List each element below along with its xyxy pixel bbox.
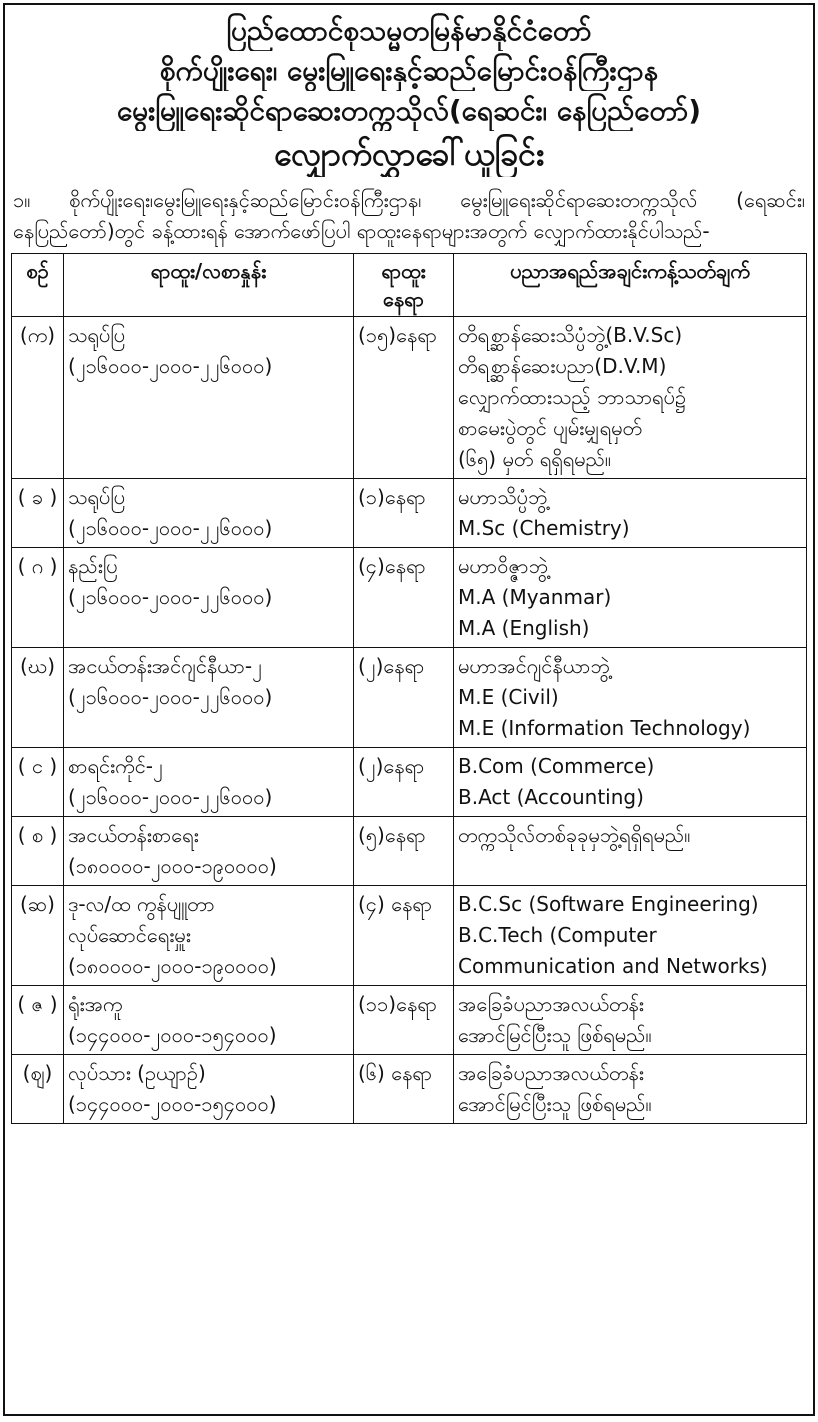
table-row (12, 817, 807, 886)
vacancy-count: (၁၅)နေရာ (354, 317, 454, 479)
qualification-line: B.C.Sc (Software Engineering) (458, 892, 759, 916)
post-title: နည်းပြ (68, 554, 118, 578)
table-row (12, 886, 807, 986)
announcement-page (3, 3, 815, 1416)
vacancy-count: (၄) နေရာ (354, 886, 454, 986)
qualification-line: M.A (Myanmar) (458, 585, 612, 609)
post-cell (64, 479, 354, 548)
row-number: ( ဂ ) (12, 548, 64, 648)
header-line-3: မွေးမြူရေးဆိုင်ရာဆေးတက္ကသိုလ်(ရေဆင်း၊ နေပြည်တော်) (116, 94, 702, 127)
qualification-cell (454, 886, 807, 986)
vacancy-count: (၂)နေရာ (354, 648, 454, 748)
qualification-line: Communication and Networks) (458, 954, 768, 978)
qualification-cell (454, 317, 807, 479)
qualification-line: အောင်မြင်ပြီးသူ ဖြစ်ရမည်။ (458, 1023, 652, 1047)
qualification-line: M.A (English) (458, 616, 590, 640)
table-header-row (12, 254, 807, 317)
post-title: အငယ်တန်းအင်ဂျင်နီယာ-၂ (68, 654, 262, 678)
qualification-line: လျှောက်ထားသည့် ဘာသာရပ်၌ (458, 385, 687, 409)
post-title: သရုပ်ပြ (68, 485, 125, 509)
salary-scale: (၂၁၆၀၀၀-၂၀၀၀-၂၂၆၀၀၀) (68, 585, 273, 609)
row-number: ( င ) (12, 748, 64, 817)
qualification-cell (454, 986, 807, 1055)
qualification-cell (454, 648, 807, 748)
post-cell (64, 548, 354, 648)
row-number: (က) (12, 317, 64, 479)
table-row (12, 1055, 807, 1124)
qualification-line: အခြေခံပညာအလယ်တန်း (458, 1061, 644, 1085)
salary-scale: (၁၄၄၀၀၀-၂၀၀၀-၁၅၄၀၀၀) (68, 1023, 277, 1047)
salary-scale: (၂၁၆၀၀၀-၂၀၀၀-၂၂၆၀၀၀) (68, 685, 273, 709)
qualification-line: B.Act (Accounting) (458, 785, 644, 809)
qualification-cell (454, 548, 807, 648)
post-title: အငယ်တန်းစာရေး (68, 823, 199, 847)
qualification-line: အခြေခံပညာအလယ်တန်း (458, 992, 644, 1016)
table-row (12, 648, 807, 748)
qualification-line: M.Sc (Chemistry) (458, 516, 630, 540)
table-row (12, 479, 807, 548)
vacancy-count: (၂)နေရာ (354, 748, 454, 817)
qualification-line: တိရစ္ဆာန်ဆေးသိပ္ပံဘွဲ့(B.V.Sc) (458, 323, 683, 347)
post-title: ဒု-လ/ထ ကွန်ပျူတာ (68, 892, 215, 916)
qualification-line: မဟာအင်ဂျင်နီယာဘွဲ့ (458, 654, 610, 678)
post-cell (64, 886, 354, 986)
row-number: (ဈ) (12, 1055, 64, 1124)
salary-scale: (၂၁၆၀၀၀-၂၀၀၀-၂၂၆၀၀၀) (68, 516, 273, 540)
qualification-line: တိရစ္ဆာန်ဆေးပညာ(D.V.M) (458, 354, 667, 378)
qualification-cell (454, 479, 807, 548)
header-line-2: စိုက်ပျိုးရေး၊ မွေးမြူရေးနှင့်ဆည်မြောင်းဝန်ကြီးဌာန (159, 54, 659, 87)
qualification-cell (454, 748, 807, 817)
post-title: စာရင်းကိုင်-၂ (68, 754, 163, 778)
row-number: ( စ ) (12, 817, 64, 886)
post-cell (64, 317, 354, 479)
row-number: ( ခ ) (12, 479, 64, 548)
qualification-line: (၆၅) မှတ် ရရှိရမည်။ (458, 447, 611, 471)
header (11, 11, 807, 177)
post-cell (64, 986, 354, 1055)
qualification-line: တက္ကသိုလ်တစ်ခုခုမှဘွဲ့ရရှိရမည်။ (458, 823, 691, 847)
qualification-line: မဟာသိပ္ပံဘွဲ့ (458, 485, 548, 509)
table-row (12, 748, 807, 817)
row-number: (ဃ) (12, 648, 64, 748)
qualification-line: B.Com (Commerce) (458, 754, 655, 778)
post-title-line-2: လုပ်ဆောင်ရေးမှူး (68, 923, 191, 947)
table-body (12, 317, 807, 1124)
table-row (12, 548, 807, 648)
post-title: လုပ်သား (ဥယျာဉ်) (68, 1061, 206, 1085)
header-post: ရာထူး/လစာနှုန်း (64, 254, 354, 317)
salary-scale: (၁၈၀၀၀၀-၂၀၀၀-၁၉၀၀၀၀) (68, 854, 277, 878)
qualification-cell (454, 817, 807, 886)
qualification-line: မဟာဝိဇ္ဇာဘွဲ့ (458, 554, 548, 578)
post-title: ရုံးအကူ (68, 992, 123, 1016)
table-row (12, 986, 807, 1055)
row-number: ( ဇ ) (12, 986, 64, 1055)
table-row (12, 317, 807, 479)
header-line-1: ပြည်ထောင်စုသမ္မတမြန်မာနိုင်ငံတော် (226, 14, 592, 47)
qualification-line: B.C.Tech (Computer (458, 923, 657, 947)
page-title: လျှောက်လွှာခေါ်ယူခြင်း (273, 135, 545, 173)
salary-scale: (၁၈၀၀၀၀-၂၀၀၀-၁၉၀၀၀၀) (68, 954, 277, 978)
salary-scale: (၂၁၆၀၀၀-၂၀၀၀-၂၂၆၀၀၀) (68, 354, 273, 378)
jobs-table (11, 253, 807, 1124)
vacancy-count: (၁)နေရာ (354, 479, 454, 548)
vacancy-count: (၆) နေရာ (354, 1055, 454, 1124)
qualification-cell (454, 1055, 807, 1124)
vacancy-count: (၄)နေရာ (354, 548, 454, 648)
intro-paragraph: ၁။ စိုက်ပျိုးရေး၊မွေးမြူရေးနှင့်ဆည်မြောင်းဝန်ကြီးဌာန၊ မွေးမြူရေးဆိုင်ရာဆေးတက္ကသိုလ် (ရေဆင်း၊ နေပြည်တော်)တွင် ခန့်ထားရန် အောက်ဖော်ပြပါ ရာထူးနေရာများအတွက် လျှောက်ထားနိုင်ပါသည်- (13, 188, 805, 243)
header-no: စဉ် (12, 254, 64, 317)
qualification-line: အောင်မြင်ပြီးသူ ဖြစ်ရမည်။ (458, 1092, 652, 1116)
salary-scale: (၂၁၆၀၀၀-၂၀၀၀-၂၂၆၀၀၀) (68, 785, 273, 809)
header-qualification: ပညာအရည်အချင်းကန့်သတ်ချက် (454, 254, 807, 317)
post-cell (64, 1055, 354, 1124)
vacancy-count: (၅)နေရာ (354, 817, 454, 886)
qualification-line: M.E (Information Technology) (458, 716, 751, 740)
vacancy-count: (၁၁)နေရာ (354, 986, 454, 1055)
salary-scale: (၁၄၄၀၀၀-၂၀၀၀-၁၅၄၀၀၀) (68, 1092, 277, 1116)
qualification-line: စာမေးပွဲတွင် ပျမ်းမျှရမှတ် (458, 416, 642, 440)
qualification-line: M.E (Civil) (458, 685, 559, 709)
header-count: ရာထူး နေရာ (354, 254, 454, 317)
post-title: သရုပ်ပြ (68, 323, 125, 347)
post-cell (64, 648, 354, 748)
post-cell (64, 748, 354, 817)
post-cell (64, 817, 354, 886)
row-number: (ဆ) (12, 886, 64, 986)
